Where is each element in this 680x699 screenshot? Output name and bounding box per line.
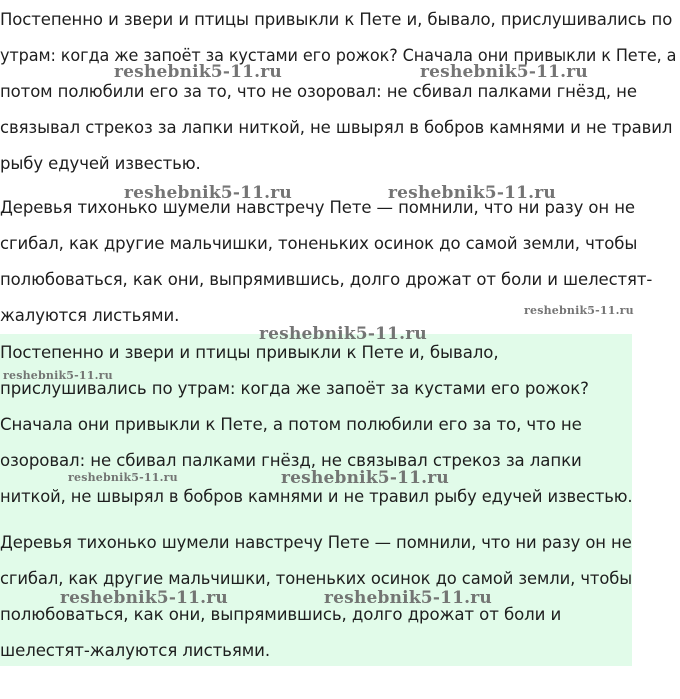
text-line: Постепенно и звери и птицы привыкли к Пете и, бывало, bbox=[0, 343, 499, 362]
original-paragraph-1 bbox=[0, 2, 680, 182]
text-line: утрам: когда же запоёт за кустами его рожок? Сначала они привыкли к Пете, а bbox=[0, 46, 677, 65]
watermark: reshebnik5-11.ru bbox=[281, 468, 449, 488]
text-line: прислушивались по утрам: когда же запоёт за кустами его рожок? bbox=[0, 379, 589, 398]
text-line: озоровал: не сбивал палками гнёзд, не связывал стрекоз за лапки bbox=[0, 451, 582, 470]
watermark: reshebnik5-11.ru bbox=[388, 183, 556, 203]
text-line: полюбоваться, как они, выпрямившись, долго дрожат от боли и bbox=[0, 605, 562, 624]
text-line: полюбоваться, как они, выпрямившись, долго дрожат от боли и шелестят- bbox=[0, 270, 653, 289]
text-line: связывал стрекоз за лапки ниткой, не швырял в бобров камнями и не травил bbox=[0, 118, 673, 137]
text-line: сгибал, как другие мальчишки, тоненьких осинок до самой земли, чтобы bbox=[0, 234, 638, 253]
text-line: Деревья тихонько шумели навстречу Пете — помнили, что ни разу он не bbox=[0, 198, 635, 217]
watermark: reshebnik5-11.ru bbox=[524, 304, 634, 317]
text-line: потом полюбили его за то, что не озоровал: не сбивал палками гнёзд, не bbox=[0, 82, 637, 101]
watermark: reshebnik5-11.ru bbox=[114, 62, 282, 82]
watermark: reshebnik5-11.ru bbox=[124, 183, 292, 203]
text-line: Постепенно и звери и птицы привыкли к Пете и, бывало, прислушивались по bbox=[0, 10, 673, 29]
watermark: reshebnik5-11.ru bbox=[3, 369, 113, 382]
text-line: Сначала они привыкли к Пете, а потом полюбили его за то, что не bbox=[0, 415, 582, 434]
text-line: шелестят-жалуются листьями. bbox=[0, 641, 271, 660]
watermark: reshebnik5-11.ru bbox=[60, 588, 228, 608]
text-line: ниткой, не швырял в бобров камнями и не травил рыбу едучей известью. bbox=[0, 487, 633, 506]
watermark: reshebnik5-11.ru bbox=[68, 471, 178, 484]
watermark: reshebnik5-11.ru bbox=[420, 62, 588, 82]
text-line: Деревья тихонько шумели навстречу Пете — помнили, что ни разу он не bbox=[0, 533, 632, 552]
original-text-block bbox=[0, 2, 680, 334]
text-line: рыбу едучей известью. bbox=[0, 154, 201, 173]
watermark: reshebnik5-11.ru bbox=[259, 324, 427, 344]
highlighted-text-block bbox=[0, 335, 632, 669]
watermark: reshebnik5-11.ru bbox=[324, 588, 492, 608]
highlighted-paragraph-1 bbox=[0, 335, 632, 515]
text-line: жалуются листьями. bbox=[0, 306, 180, 325]
text-line: сгибал, как другие мальчишки, тоненьких осинок до самой земли, чтобы bbox=[0, 569, 633, 588]
